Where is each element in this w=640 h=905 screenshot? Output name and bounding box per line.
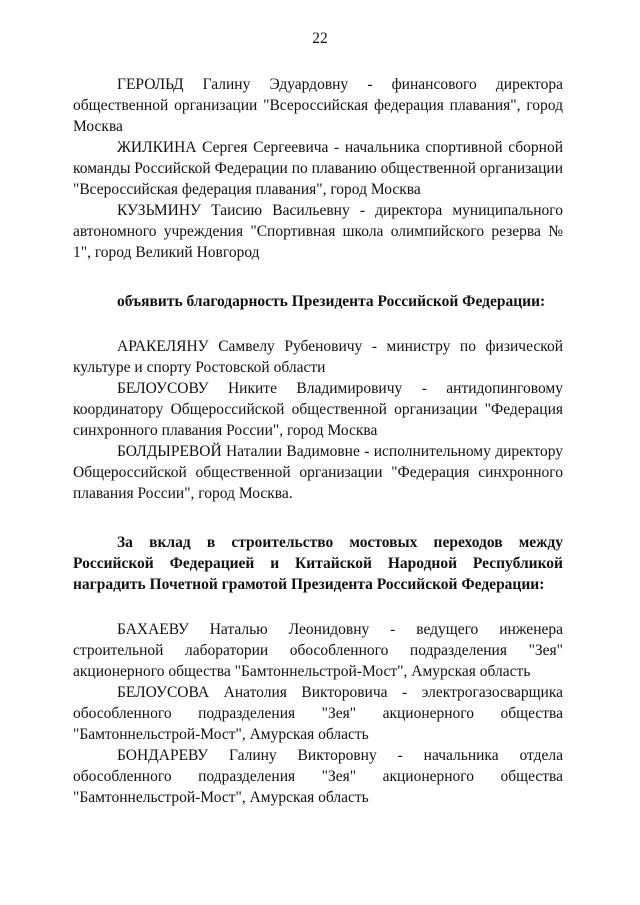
spacer <box>73 263 563 291</box>
award-entry: БОНДАРЕВУ Галину Викторовну - начальника отдела обособленного подразделения "Зея" акционерного общества "Бамтоннельстрой-Мост", Амурская область <box>73 747 563 806</box>
award-entry: БЕЛОУСОВУ Никите Владимировичу - антидопинговому координатору Общероссийской общественной организации "Федерация синхронного плавания России", город Москва <box>73 380 563 439</box>
award-entry: БАХАЕВУ Наталью Леонидовну - ведущего инженера строительной лаборатории обособленного подразделения "Зея" акционерного общества "Бамтоннельстрой-Мост", Амурская область <box>73 621 563 680</box>
section-heading-gratitude: объявить благодарность Президента Российской Федерации: <box>117 293 546 310</box>
document-body <box>73 74 563 808</box>
spacer <box>73 504 563 532</box>
spacer <box>73 595 563 619</box>
award-entry: КУЗЬМИНУ Таисию Васильевну - директора муниципального автономного учреждения "Спортивная школа олимпийского резерва № 1", город Великий Новгород <box>73 202 563 261</box>
section-heading-bridges: За вклад в строительство мостовых переходов между Российской Федерацией и Китайской Народной Республикой наградить Почетной грамотой Президента Российской Федерации: <box>73 534 563 593</box>
award-entry: БЕЛОУСОВА Анатолия Викторовича - электрогазосварщика обособленного подразделения "Зея" акционерного общества "Бамтоннельстрой-Мост", Амурская область <box>73 684 563 743</box>
page-number: 22 <box>312 30 328 47</box>
award-entry: АРАКЕЛЯНУ Самвелу Рубеновичу - министру по физической культуре и спорту Ростовской области <box>73 338 563 376</box>
award-entry: ГЕРОЛЬД Галину Эдуардовну - финансового директора общественной организации "Всероссийская федерация плавания", город Москва <box>73 76 563 135</box>
award-entry: БОЛДЫРЕВОЙ Наталии Вадимовне - исполнительному директору Общероссийской общественной организации "Федерация синхронного плавания России", город Москва. <box>73 443 563 502</box>
award-entry: ЖИЛКИНА Сергея Сергеевича - начальника спортивной сборной команды Российской Федерации по плаванию общественной организации "Всероссийская федерация плавания", город Москва <box>73 139 563 198</box>
spacer <box>73 312 563 336</box>
